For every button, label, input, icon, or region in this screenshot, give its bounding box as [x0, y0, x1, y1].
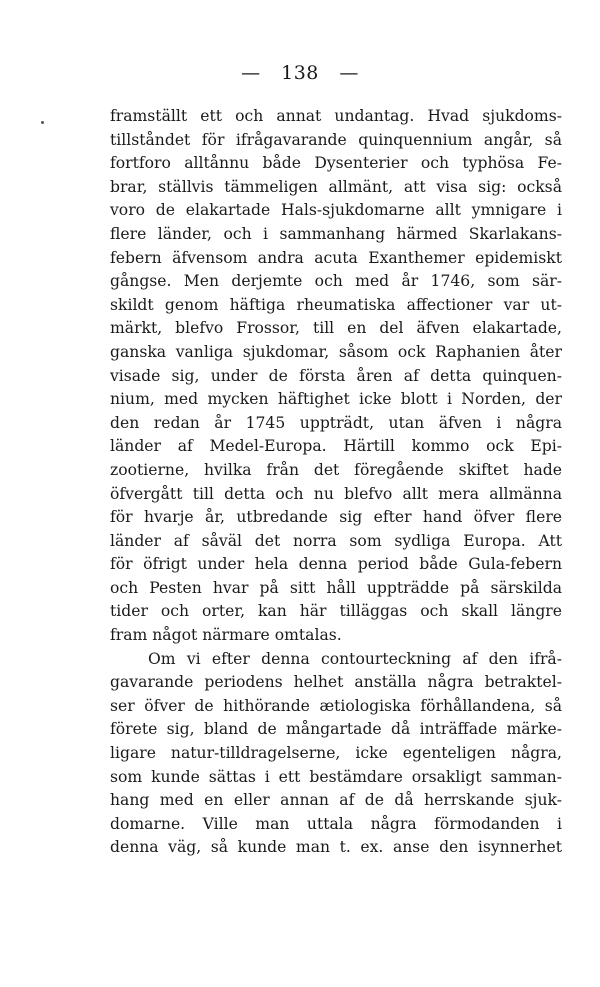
margin-speck: [41, 121, 44, 124]
text-line: förete sig, bland de mångartade då inträffade märke-: [110, 720, 562, 739]
text-line: den redan år 1745 uppträdt, utan äfven i några: [110, 413, 562, 432]
text-line: skildt genom häftiga rheumatiska affectioner var ut-: [110, 295, 562, 314]
text-line: ser öfver de hithörande ætiologiska förhållandena, så: [110, 696, 562, 715]
text-line: öfvergått till detta och nu blefvo allt mera allmänna: [110, 484, 562, 503]
text-line: zootierne, hvilka från det föregående skiftet hade: [110, 460, 562, 479]
text-line: och Pesten hvar på sitt håll uppträdde på särskilda: [110, 578, 562, 597]
text-line: visade sig, under de första åren af detta quinquen-: [110, 366, 562, 385]
text-line: fram något närmare omtalas.: [110, 626, 342, 645]
text-line: fortforo alltånnu både Dysenterier och typhösa Fe-: [110, 154, 562, 173]
text-line: tillståndet för ifrågavarande quinquennium angår, så: [110, 130, 562, 149]
text-line: denna väg, så kunde man t. ex. anse den isynnerhet: [110, 838, 562, 857]
text-line: länder af såväl det norra som sydliga Europa. Att: [110, 531, 562, 550]
text-line: märkt, blefvo Frossor, till en del äfven elakartade,: [110, 319, 562, 338]
text-line: tider och orter, kan här tilläggas och skall längre: [110, 602, 562, 621]
header-dash-right: —: [339, 62, 359, 84]
text-line: ganska vanliga sjukdomar, såsom ock Raphanien åter: [110, 342, 562, 361]
text-line: som kunde sättas i ett bestämdare orsakligt samman-: [110, 767, 562, 786]
text-line: framställt ett och annat undantag. Hvad sjukdoms-: [110, 107, 562, 125]
text-line: hang med en eller annan af de då herrskande sjuk-: [110, 791, 562, 810]
page-number: 138: [281, 62, 319, 84]
text-line: flere länder, och i sammanhang härmed Skarlakans-: [110, 224, 562, 243]
text-line: nium, med mycken häftighet icke blott i Norden, der: [110, 390, 562, 409]
header-dash-left: —: [241, 62, 261, 84]
text-line: gångse. Men derjemte och med år 1746, som sär-: [110, 272, 562, 291]
paragraph-2: [110, 648, 562, 860]
text-line: för öfrigt under hela denna period både Gula-febern: [110, 555, 562, 574]
text-line: ligare natur-tilldragelserne, icke egenteligen några,: [110, 744, 562, 763]
text-line: Om vi efter denna contourteckning af den ifrå-: [148, 649, 562, 668]
text-line: för hvarje år, utbredande sig efter hand öfver flere: [110, 508, 562, 527]
text-line: länder af Medel-Europa. Härtill kommo ock Epi-: [110, 437, 562, 456]
paragraph-1: [110, 105, 562, 648]
body-text: [110, 105, 562, 860]
text-line: febern äfvensom andra acuta Exanthemer epidemiskt: [110, 248, 562, 267]
text-line: gavarande periodens helhet anställa några betraktel-: [110, 673, 562, 692]
text-line: brar, ställvis tämmeligen allmänt, att visa sig: också: [110, 177, 562, 196]
page-header: [0, 62, 600, 84]
text-line: domarne. Ville man uttala några förmodanden i: [110, 814, 562, 833]
text-line: voro de elakartade Hals-sjukdomarne allt ymnigare i: [110, 201, 562, 220]
